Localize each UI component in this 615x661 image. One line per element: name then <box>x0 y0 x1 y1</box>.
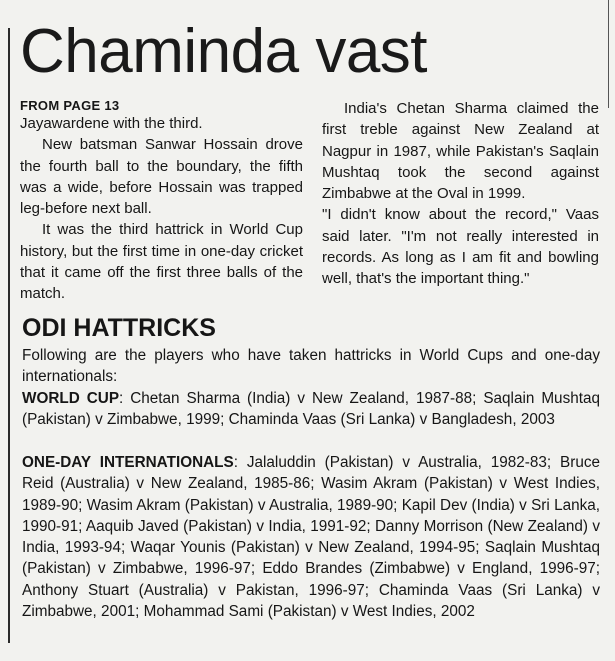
odi-list <box>22 452 600 622</box>
paragraph: It was the third hattrick in World Cup history, but the first time in one-day cricket that it came off the first three balls of the match. <box>20 221 303 303</box>
world-cup-text: : Chetan Sharma (India) v New Zealand, 1987-88; Saqlain Mushtaq (Pakistan) v Zimbabwe, 1999; Chaminda Vaas (Sri Lanka) v Bangladesh, 2003 <box>22 390 600 429</box>
section-title: ODI HATTRICKS <box>22 314 216 342</box>
intro-text: Following are the players who have taken hattricks in World Cups and one-day internationals: <box>22 347 600 386</box>
odi-text: : Jalaluddin (Pakistan) v Australia, 1982-83; Bruce Reid (Australia) v New Zealand, 1985-86; Wasim Akram (Pakistan) v West Indies, 1989-90; Wasim Akram (Pakistan) v Australia, 1989-90; Kapil Dev (India) v Sri Lanka, 1990-91; Aaquib Javed (Pakistan) v India, 1991-92; Danny Morrison (New Zealand) v India, 1993-94; Waqar Younis (Pakistan) v New Zealand, 1994-95; Saqlain Mushtaq (Pakistan) v Zimbabwe, 1996-97; Eddo Brandes (Zimbabwe) v England, 1996-97; Anthony Stuart (Australia) v Pakistan, 1996-97; Chaminda Vaas (Sri Lanka) v Zimbabwe, 2001; Mohammad Sami (Pakistan) v West Indies, 2002 <box>22 454 600 621</box>
paragraph: India's Chetan Sharma claimed the first treble against New Zealand at Nagpur in 1987, while Pakistan's Saqlain Mushtaq took the second against Zimbabwe at the Oval in 1999. <box>322 100 599 203</box>
headline: Chaminda vast <box>20 17 428 86</box>
paragraph: New batsman Sanwar Hossain drove the fourth ball to the boundary, the fifth was a wide, before Hossain was trapped leg-before next ball. <box>20 136 303 218</box>
kicker: FROM PAGE 13 <box>20 98 120 113</box>
world-cup-label: WORLD CUP <box>22 390 120 407</box>
column-rule-right <box>608 0 609 108</box>
odi-label: ONE-DAY INTERNATIONALS <box>22 454 234 471</box>
world-cup-list <box>22 388 600 431</box>
column-rule <box>8 28 10 643</box>
paragraph: "I didn't know about the record," Vaas said later. "I'm not really interested in records. As long as I am fit and bowling well, that's the important thing." <box>322 206 599 288</box>
paragraph: Jayawardene with the third. <box>20 115 203 132</box>
section-intro <box>22 345 600 388</box>
article-left-column <box>20 98 303 305</box>
article-right-column <box>322 98 599 290</box>
